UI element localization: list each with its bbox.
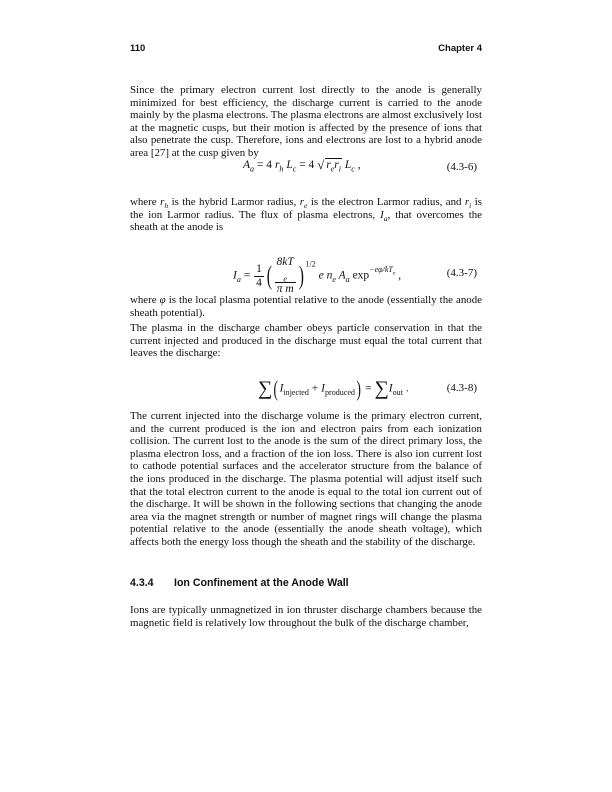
section-title: Ion Confinement at the Anode Wall xyxy=(174,577,349,589)
equation-number: (4.3-7) xyxy=(446,267,477,279)
paragraph-larmor-radius: where $r_h$ is the hybrid Larmor radius, $r_e$ is the electron Larmor radius, and $r_i$ is the ion Larmor radius. The flux of plasma electrons, $I_a$, that overcomes the sheath at the anode is xyxy=(130,196,483,234)
equation-4-3-7 xyxy=(130,256,482,295)
fraction: $\frac{1}{4}$ xyxy=(256,262,262,289)
paragraph-particle-conservation: The plasma in the discharge chamber obeys particle conservation in that the current injected and produced in the discharge must equal the total current that leaves the discharge: xyxy=(130,322,482,360)
paragraph-ion-confinement: Ions are typically unmagnetized in ion thruster discharge chambers because the magnetic field is relatively low throughout the bulk of the discharge chamber, xyxy=(130,604,482,629)
page-number: 110 xyxy=(130,43,146,54)
section-heading xyxy=(130,577,482,589)
page-header xyxy=(130,43,482,57)
equation-number: (4.3-6) xyxy=(446,161,477,173)
fraction: 8kT $_e$ π m xyxy=(276,256,294,295)
equation-expression: $A_a = 4$ $r_h$ $L_c = 4$ √ $r_er_i$ $L_c$ , xyxy=(243,157,361,174)
paragraph-anode-current: Since the primary electron current lost directly to the anode is generally minimized for best efficiency, the discharge current is carried to the anode mainly by the plasma electrons. The plasma electrons are almost exclusively lost at the magnetic cusps, but their motion is affected by the presence of ions that also penetrate the cusp. Therefore, ions and electrons are lost to a hybrid anode area [27] at the cusp given by xyxy=(130,84,482,159)
square-root: √ $r_er_i$ xyxy=(317,157,341,174)
section-number: 4.3.4 xyxy=(130,577,154,589)
equation-expression: $I_a$ = $\frac{1}{4}$ ( 8kT $_e$ π m ) $^{1/2}$ e $n_e$ $A_a$ $\exp^{-e\varphi/kT_e}$ , xyxy=(233,256,402,295)
paragraph-current-balance: The current injected into the discharge volume is the primary electron current, and the current produced is the ion and electron pairs from each ionization collision. The current lost to the anode is the sum of the direct primary loss, the plasma electron loss, and a fraction of the ion loss. There is also ion current lost to cathode potential surfaces and the accelerator structure from the balance of the ions produced in the discharge. The plasma potential will adjust itself such that the total electron current to the anode is equal to the total ion current out of the discharge. It will be shown in the following sections that changing the anode area via the magnet strength or number of magnet rings will change the plasma potential relative to the anode (essentially the anode sheath voltage), which affects both the energy loss though the sheath and the stability of the discharge. xyxy=(130,410,482,548)
chapter-title: Chapter 4 xyxy=(438,43,482,54)
equation-4-3-6 xyxy=(130,159,482,183)
paragraph-plasma-potential: where φ is the local plasma potential relative to the anode (essentially the anode sheath potential). xyxy=(130,294,483,319)
equation-4-3-8 xyxy=(130,376,482,404)
equation-expression: $\sum(I_{injected} + I_{produced}) = \sum I_{out}$ . xyxy=(258,376,409,401)
equation-number: (4.3-8) xyxy=(446,382,477,394)
